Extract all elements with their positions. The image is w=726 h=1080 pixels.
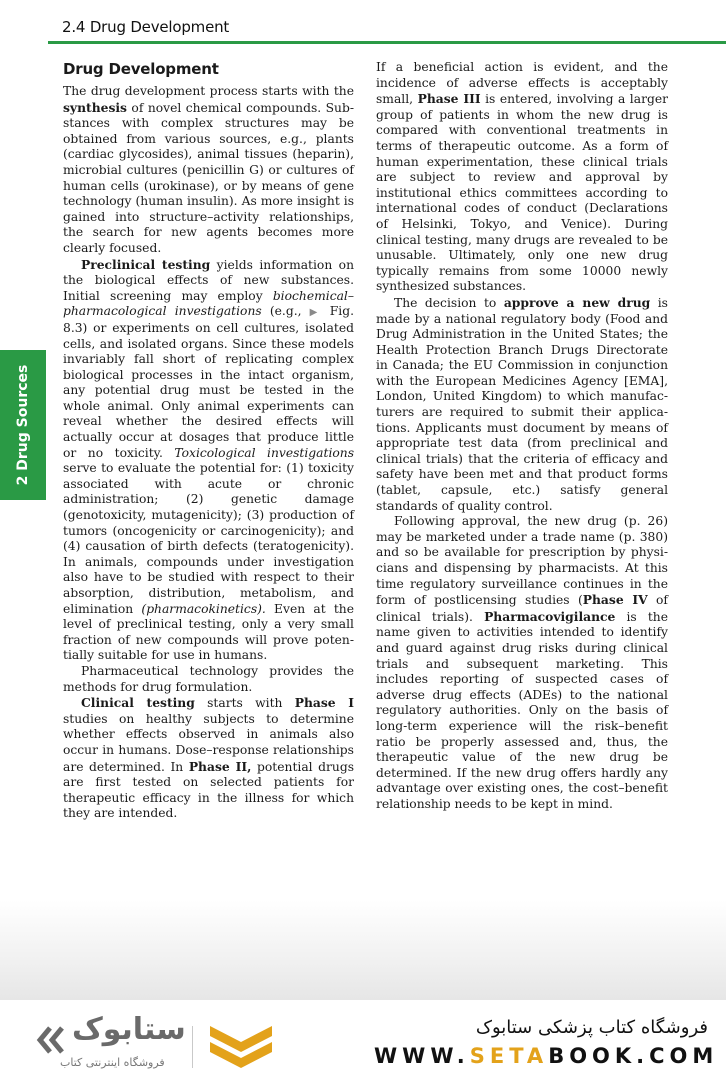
text-run: Even at the level of preclinical testing, only a very small fraction of new compounds will prove potentially suitable for use in humans.: [63, 601, 354, 663]
url-suffix: BOOK.COM: [548, 1044, 719, 1068]
text-run: is the name given to activities intended to identify and guard against drug risks during clinical trials and subsequent marketing. This includes reporting of suspected cases of adverse drug effects (ADEs) to the national regulatory authorities. Only on the basis of long-term experience will the risk–benefit ratio be properly assessed and, thus, the therapeutic value of the new drug be determined. If the new drug offers hardly any advantage over existing ones, the cost–benefit relationship needs to be kept in mind.: [376, 609, 668, 811]
text-run: Following approval, the new drug (p. 26) may be marketed under a trade name (p. 380) and so be available for prescription by physicians and dispensing by pharmacists. At this time regulatory surveillance continues in the form of postlicensing studies (: [376, 514, 668, 608]
text-run: potential drugs are first tested on selected patients for therapeutic efficacy in the illness for which they are intended.: [63, 759, 355, 821]
text-run: studies on healthy subjects to determine whether effects observed in animals also occur in humans. Dose–response relationships are determined. In: [63, 711, 354, 774]
text-run: of clinical trials).: [376, 593, 668, 624]
watermark-footer: [0, 1000, 726, 1080]
header-rule: [48, 41, 726, 44]
text-run: Fig. 8.3) or experiments on cell cultures, isolated cells, and isolated organs. Since these models invariably fall short of replicating complex biological processes in the intact organism, any potential drug must be tested in the whole animal. Only animal experiments can reveal whether the desired effects will actually occur at dosages that produce little or no toxicity.: [63, 304, 354, 460]
text-run: If a beneficial action is evident, and the incidence of adverse effects is acceptably small,: [376, 60, 668, 107]
bold-term: synthesis: [63, 99, 127, 115]
left-column: [63, 60, 354, 822]
text-run: yields information on the biological effects of new substances. Initial screening may employ: [63, 257, 355, 303]
bold-term: Clinical testing: [81, 695, 195, 711]
paragraph-pharmaceutical-technology: Pharmaceutical technology provides the methods for drug formulation.: [63, 663, 354, 694]
logo-wordmark: ستابوک: [72, 1012, 186, 1047]
section-heading: Drug Development: [63, 60, 219, 78]
paragraph-approval: [376, 295, 668, 514]
logo-divider: [192, 1026, 193, 1068]
text-run: is entered, involving a larger group of patients in whom the new drug is compared with conventional treatments in terms of therapeutic outcome. As a form of human experimentation, these clinical trials are subject to review and approval by institutional ethics committees according to international codes of conduct (Declarations of Helsinki, Tokyo, and Venice). During clinical testing, many drugs are revealed to be unusable. Ultimately, only one new drug typically remains from some 10000 newly synthesized substances.: [376, 92, 668, 294]
bold-term: Phase III: [417, 91, 481, 107]
italic-term: Toxicological investigations: [174, 445, 355, 460]
bold-term: Phase I: [294, 695, 355, 711]
running-header-title: 2.4 Drug Development: [62, 18, 230, 36]
text-run: (e.g.,: [261, 304, 310, 319]
text-run: The drug development process starts with the: [63, 84, 354, 98]
text-run: The decision to: [394, 295, 504, 310]
bold-term: Phase II,: [188, 758, 252, 774]
page-bottom-shadow: [0, 900, 726, 1000]
paragraph-postmarketing: [376, 514, 668, 812]
logo-tagline: فروشگاه اینترنتی کتاب: [60, 1056, 165, 1069]
bold-term: Phase IV: [582, 592, 648, 608]
text-run: serve to evaluate the potential for: (1) toxicity associated with acute or chronic administration; (2) genetic damage (genotoxicity, mutagenicity); (3) production of tumors (oncogenicity or carcinogenicity); and (4) causation of birth defects (teratogenicity). In animals, compounds under investigation also have to be studied with respect to their absorption, distribution, metabolism, and elimination: [63, 461, 354, 616]
bold-term: approve a new drug: [503, 294, 651, 310]
italic-term: biochemical–pharmacological investigations: [63, 288, 354, 319]
page-header: [0, 0, 726, 44]
site-url: [374, 1044, 718, 1068]
bold-term: Pharmacovigilance: [484, 608, 616, 624]
paragraph-preclinical: [63, 257, 354, 664]
url-accent: SETA: [469, 1044, 549, 1068]
italic-term: (pharmacokinetics).: [141, 601, 266, 616]
shop-name: فروشگاه کتاب پزشکی ستابوک: [475, 1017, 708, 1038]
paragraph-phase-three: [376, 60, 668, 295]
url-prefix: WWW.: [374, 1044, 470, 1068]
chapter-side-tab: [0, 350, 46, 500]
bold-term: Preclinical testing: [81, 256, 211, 272]
logo-chevrons-icon: [206, 1022, 276, 1078]
chapter-side-tab-label: 2 Drug Sources: [15, 364, 31, 486]
right-column: [376, 60, 668, 813]
text-run: starts with: [194, 696, 295, 711]
paragraph-synthesis: [63, 84, 354, 257]
cross-reference-arrow-icon: ▶: [309, 307, 322, 319]
text-run: of novel chemical compounds. Substances with complex structures may be obtained from various sources, e.g., plants (cardiac glycosides), animal tissues (heparin), microbial cultures (penicillin G) or cultures of human cells (urokinase), or by means of gene technology (human insulin). As more insight is gained into structure–activity relationships, the search for new agents becomes more clearly focused.: [63, 100, 354, 255]
text-run: is made by a national regulatory body (Food and Drug Administration in the United States; the Health Protection Branch Drugs Directorate in Canada; the EU Commission in conjunction with the European Medicines Agency [EMA], London, United Kingdom) to which manufacturers are required to submit their applications. Applicants must document by means of appropriate test data (from preclinical and clinical trials) that the criteria of efficacy and safety have been met and that product forms (tablet, capsule, etc.) satisfy general standards of quality control.: [376, 295, 668, 513]
paragraph-clinical-testing: [63, 695, 354, 822]
